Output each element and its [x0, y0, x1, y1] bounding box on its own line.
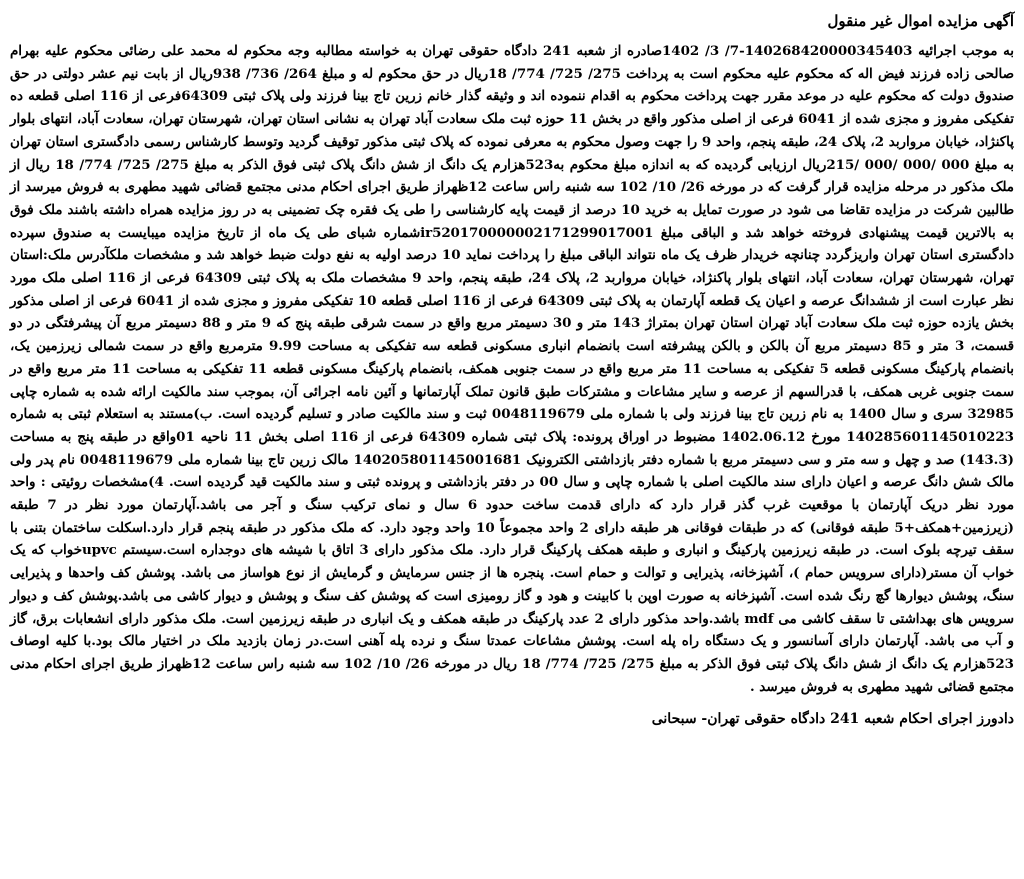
notice-body: به موجب اجرائیه 140268420000345403-7/ 3/ 1402صادره از شعبه 241 دادگاه حقوقی تهران به خواسته مطالبه وجه محکوم له محمد علی رضائی محکوم علیه بهرام صالحی زاده فرزند فیض اله که محکوم علیه محکوم است به پرداخت 275/ 725/ 774/ 18ریال در حق محکوم له و مبلغ 264/ 736/ 938ریال از بابت نیم عشر دولتی در حق صندوق دولت که محکوم علیه در موعد مقرر جهت پرداخت محکوم به اقدام ننموده اند و وثیقه گذار خانم زرین تاج بینا فرزند ولی پلاک ثبتی 64309فرعی از 116 اصلی قطعه ده تفکیکی مفروز و مجزی شده از 6041 فرعی از اصلی مذکور واقع در بخش 11 حوزه ثبت ملک سعادت آباد تهران به نشانی استان تهران، شهرستان تهران، سعادت آباد، انتهای بلوار پاکنژاد، خیابان مرواربد 2، پلاک 24، طبقه پنجم، واحد 9 را جهت وصول محکوم به معرفی نموده که پلاک ثبتی مذکور توقیف گردید وتوسط کارشناس رسمی دادگستری استان تهران به مبلغ 000 /000 /000 /215ریال ارزیابی گردیده که به اندازه مبلغ محکوم به523هزارم یک دانگ از شش دانگ پلاک ثبتی فوق الذکر به مبلغ 275/ 725/ 774/ 18 ریال از ملک مذکور در مرحله مزایده قرار گرفت که در مورخه 26/ 10/ 102 سه شنبه راس ساعت 12ظهراز طریق اجرای احکام مدنی مجتمع قضائی شهید مطهری به فروش میرسد از طالبین شرکت در مزایده تقاضا می شود در صورت تمایل به خرید 10 درصد از قیمت پایه کارشناسی را طی یک فقره چک تضمینی به در روز مزایده همراه داشته باشند ملک فوق به بالاترین قیمت پیشنهادی فروخته خواهد شد و الباقی مبلغ ir520170000002171299017001شماره شبای طی یک ماه از تاریخ مزایده میبایست به صندوق سپرده دادگستری استان تهران واریزگردد چنانچه خریدار ظرف یک ماه نتواند الباقی مبلغ را پرداخت نماید 10 درصد اولیه به نفع دولت ضبط خواهد شد و مشخصات ملکآدرس ملک:استان تهران، شهرستان تهران، سعادت آباد، انتهای بلوار پاکنژاد، خیابان مرواربد 2، پلاک 24، طبقه پنجم، واحد 9 مشخصات ملک به پلاک ثبتی 64309 فرعی از 116 اصلی ملک مورد نظر عبارت است از ششدانگ عرصه و اعیان یک قطعه آپارتمان به پلاک ثبتی 64309 فرعی از 116 اصلی قطعه 10 تفکیکی مفروز و مجزی شده از 6041 فرعی از اصلی مذکور بخش یازده حوزه ثبت ملک سعادت آباد تهران استان تهران بمتراژ 143 متر و 30 دسیمتر مربع واقع در سمت شرقی طبقه پنج که 9 متر و 88 دسیمتر مربع آن پیشرفتگی در دو قسمت، 3 متر و 85 دسیمتر مربع آن بالکن و بالکن پیشرفته است بانضمام انباری مسکونی قطعه سه تفکیکی به مساحت 9.99 مترمربع واقع در سمت شمالی زیرزمین یک، بانضمام پارکینگ مسکونی قطعه 5 تفکیکی به مساحت 11 متر مربع واقع در سمت جنوبی همکف، بانضمام پارکینگ مسکونی قطعه 11 تفکیکی به مساحت 11 متر مربع واقع در سمت جنوبی غربی همکف، با قدرالسهم از عرصه و سایر مشاعات و مشترکات طبق قانون تملک آپارتمانها و آئین نامه اجرائی آن، بموجب سند مالکیت ارائه شده به شماره چاپی 32985 سری و سال 1400 به نام زرین تاج بینا فرزند ولی با شماره ملی 0048119679 ثبت و سند مالکیت صادر و تسلیم گردیده است. ب)مستند به استعلام ثبتی به شماره 140285601145010223 مورخ 1402.06.12 مضبوط در اوراق پرونده: پلاک ثبتی شماره 64309 فرعی از 116 اصلی بخش 11 ناحیه 01واقع در طبقه پنج به مساحت (143.3) صد و چهل و سه متر و سی دسیمتر مربع با شماره دفتر بازداشتی الکترونیک 140205801145001681 مالک زرین تاج بینا شماره ملی 0048119679 نام پدر ولی مالک شش دانگ عرصه و اعیان دارای سند مالکیت اصلی با شماره چاپی و سال 00 در دفتر بازداشتی و پرونده ثبتی و سند مالکیت قید گردیده است. 4)مشخصات روئیتی : واحد مورد نظر دریک آپارتمان با موقعیت غرب گذر قرار دارد که دارای قدمت ساخت حدود 6 سال و نمای ترکیب سنگ و آجر می باشد.آپارتمان مورد نظر در 7 طبقه (زیرزمین+همکف+5 طبقه فوقانی) که در طبقات فوقانی هر طبقه دارای 2 واحد مجموعاً 10 واحد وجود دارد. که ملک مذکور در طبقه پنجم قرار دارد.اسکلت ساختمان بتنی با سقف تیرچه بلوک است. در طبقه زیرزمین پارکینگ و انباری و طبقه همکف پارکینگ قرار دارد. ملک مذکور دارای 3 اتاق با شیشه های دوجداره است.سیستم upvcخواب که یک خواب آن مستر(دارای سرویس حمام )، آشپزخانه، پذیرایی و توالت و حمام است. پنجره ها از جنس سرمایش و گرمایش از نوع هواساز می باشد. پوشش کف واحدها و پذیرایی سنگ، پوشش دیوارها گچ رنگ شده است. آشپزخانه به صورت اوپن با کابینت و هود و گاز رومیزی است که پوشش کف سنگ و پوشش و دیوار کاشی می باشد.پوشش کف و دیوار سرویس های بهداشتی تا سقف کاشی می mdf باشد.واحد مذکور دارای 2 عدد پارکینگ در طبقه همکف و یک انباری در طبقه زیرزمین است. ملک مذکور دارای انشعابات برق، گاز و آب می باشد. آپارتمان دارای آسانسور و یک دستگاه راه پله است. پوشش مشاعات عمدتا سنگ و نرده پله آهنی است.در زمان بازدید ملک در اختیار مالک بود.با کلیه اوصاف 523هزارم یک دانگ از شش دانگ پلاک ثبتی فوق الذکر به مبلغ 275/ 725/ 774/ 18 ریال در مورخه 26/ 10/ 102 سه شنبه راس ساعت 12ظهراز طریق اجرای احکام مدنی مجتمع قضائی شهید مطهری به فروش میرسد .	[10, 43, 1015, 695]
notice-signature: دادورز اجرای احکام شعبه 241 دادگاه حقوقی تهران- سبحانی	[651, 711, 1014, 728]
notice-title: آگهی مزایده اموال غیر منقول	[827, 12, 1014, 30]
